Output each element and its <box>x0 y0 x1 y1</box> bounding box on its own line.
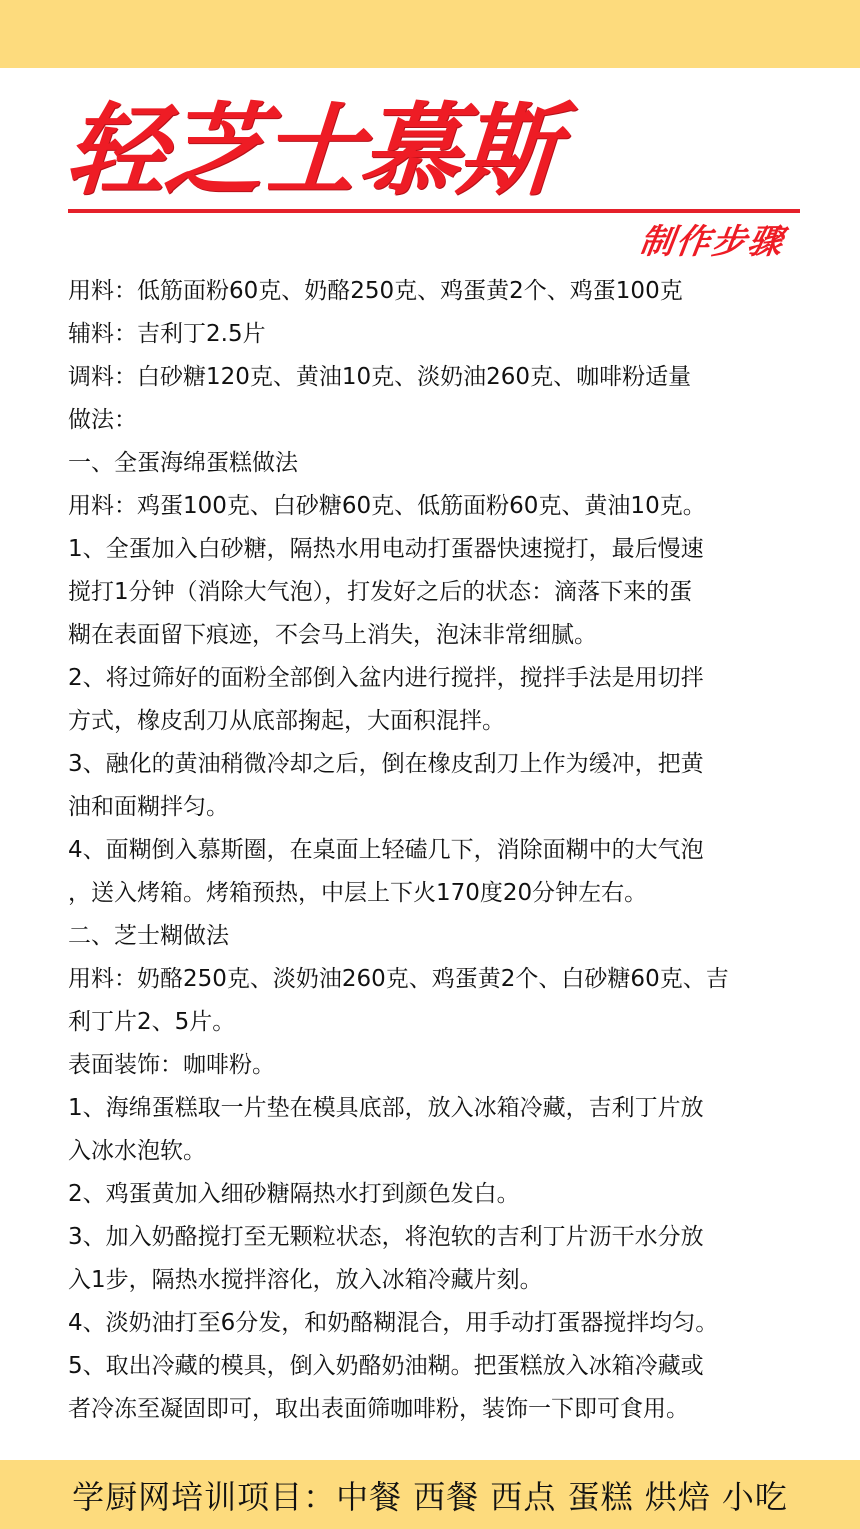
top-decor-band <box>0 0 860 68</box>
recipe-line: ，送入烤箱。烤箱预热，中层上下火170度20分钟左右。 <box>68 880 648 906</box>
recipe-line: 入冰水泡软。 <box>68 1138 206 1164</box>
recipe-line: 油和面糊拌匀。 <box>68 794 229 820</box>
section-heading-sponge: 一、全蛋海绵蛋糕做法 <box>68 450 298 476</box>
recipe-line: 5、取出冷藏的模具，倒入奶酪奶油糊。把蛋糕放入冰箱冷藏或 <box>68 1353 704 1379</box>
recipe-line-method-heading: 做法： <box>68 407 137 433</box>
recipe-line-seasoning: 调料：白砂糖120克、黄油10克、淡奶油260克、咖啡粉适量 <box>68 364 692 390</box>
recipe-line: 3、加入奶酪搅打至无颗粒状态，将泡软的吉利丁片沥干水分放 <box>68 1224 704 1250</box>
title-divider <box>68 209 800 213</box>
recipe-line: 2、将过筛好的面粉全部倒入盆内进行搅拌，搅拌手法是用切拌 <box>68 665 704 691</box>
recipe-body <box>68 270 798 1431</box>
recipe-line: 用料：鸡蛋100克、白砂糖60克、低筋面粉60克、黄油10克。 <box>68 493 706 519</box>
recipe-line: 3、融化的黄油稍微冷却之后，倒在橡皮刮刀上作为缓冲，把黄 <box>68 751 704 777</box>
section-heading-cheese: 二、芝士糊做法 <box>68 923 229 949</box>
recipe-line: 用料：奶酪250克、淡奶油260克、鸡蛋黄2个、白砂糖60克、吉 <box>68 966 729 992</box>
recipe-line-auxiliary: 辅料：吉利丁2.5片 <box>68 321 266 347</box>
recipe-line: 表面装饰：咖啡粉。 <box>68 1052 275 1078</box>
recipe-line: 糊在表面留下痕迹，不会马上消失，泡沫非常细腻。 <box>68 622 597 648</box>
footer-text: 学厨网培训项目：中餐 西餐 西点 蛋糕 烘焙 小吃 <box>72 1477 788 1516</box>
footer-band <box>0 1460 860 1529</box>
recipe-line-ingredients: 用料：低筋面粉60克、奶酪250克、鸡蛋黄2个、鸡蛋100克 <box>68 278 683 304</box>
recipe-line: 4、淡奶油打至6分发，和奶酪糊混合，用手动打蛋器搅拌均匀。 <box>68 1310 719 1336</box>
recipe-line: 1、全蛋加入白砂糖，隔热水用电动打蛋器快速搅打，最后慢速 <box>68 536 704 562</box>
recipe-line: 方式，橡皮刮刀从底部掬起，大面积混拌。 <box>68 708 505 734</box>
recipe-line: 4、面糊倒入慕斯圈，在桌面上轻磕几下，消除面糊中的大气泡 <box>68 837 704 863</box>
page-subtitle: 制作步骤 <box>637 222 787 262</box>
recipe-line: 搅打1分钟（消除大气泡），打发好之后的状态：滴落下来的蛋 <box>68 579 693 605</box>
recipe-line: 1、海绵蛋糕取一片垫在模具底部，放入冰箱冷藏，吉利丁片放 <box>68 1095 704 1121</box>
recipe-line: 入1步，隔热水搅拌溶化，放入冰箱冷藏片刻。 <box>68 1267 543 1293</box>
page-title: 轻芝士慕斯 <box>61 92 561 209</box>
recipe-line: 利丁片2、5片。 <box>68 1009 236 1035</box>
recipe-line: 者冷冻至凝固即可，取出表面筛咖啡粉，装饰一下即可食用。 <box>68 1396 689 1422</box>
recipe-line: 2、鸡蛋黄加入细砂糖隔热水打到颜色发白。 <box>68 1181 520 1207</box>
